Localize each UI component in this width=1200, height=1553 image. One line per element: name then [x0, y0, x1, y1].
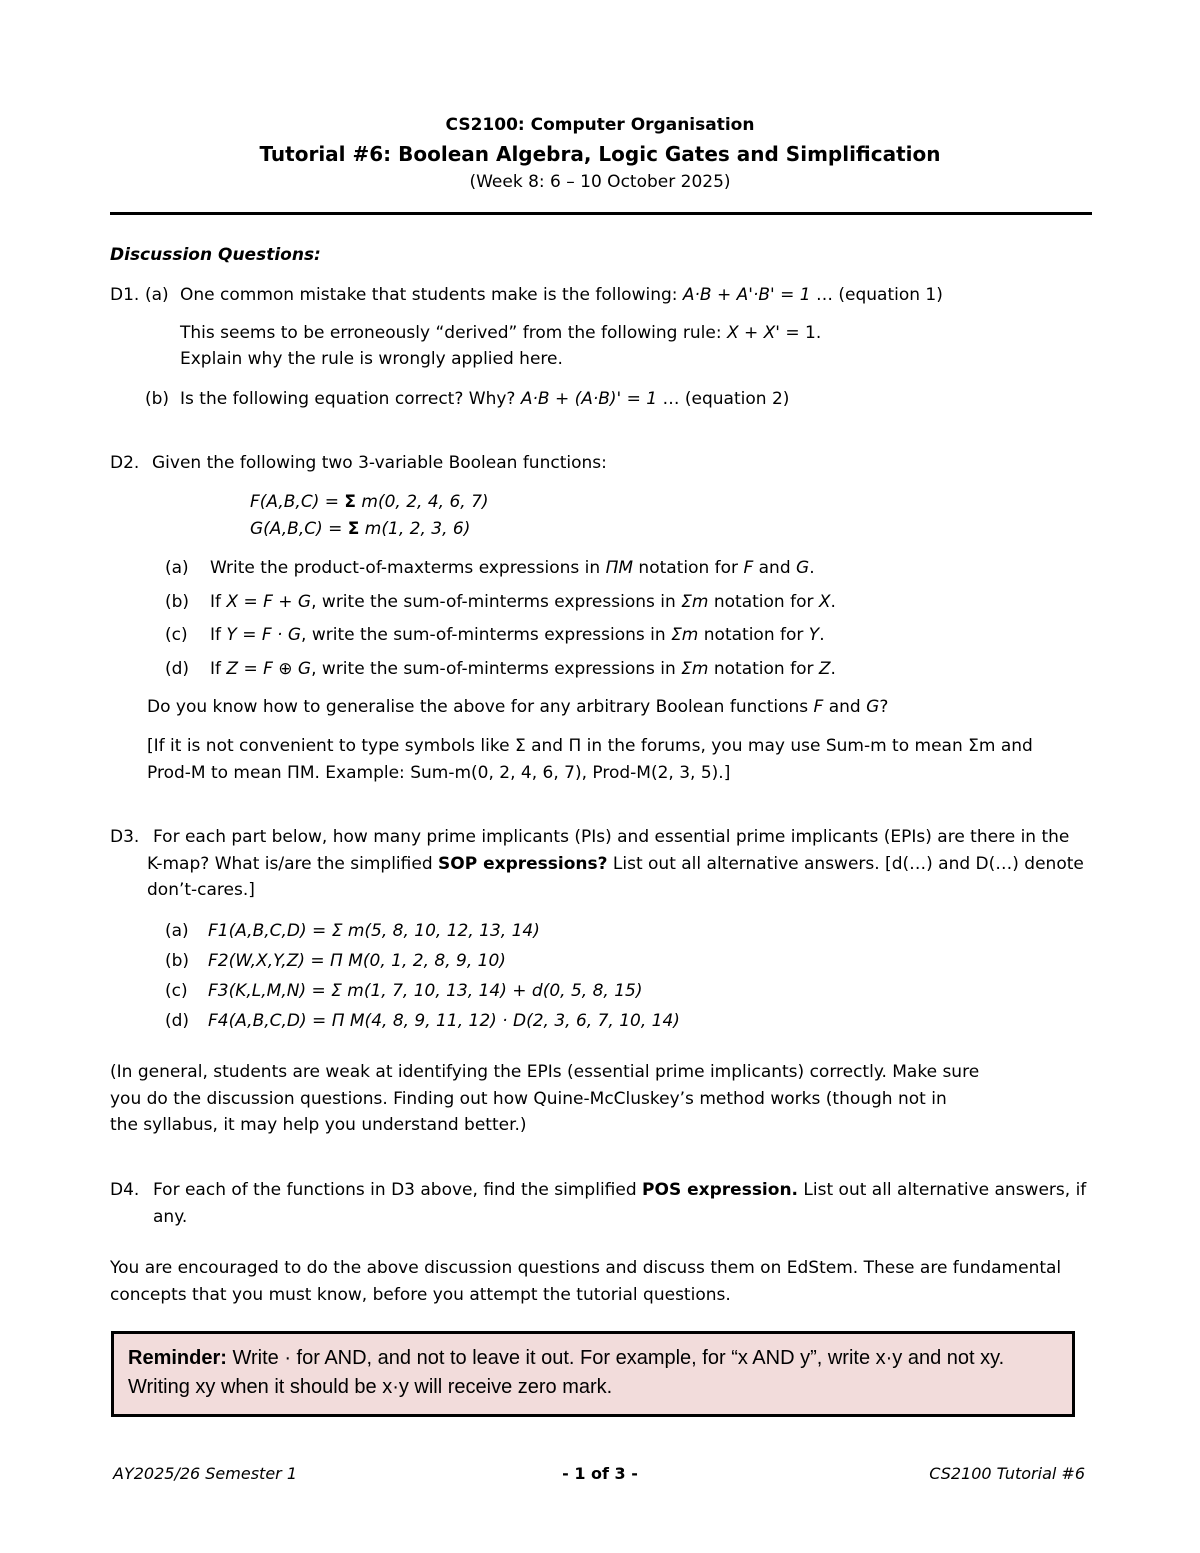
course-title: CS2100: Computer Organisation	[445, 115, 755, 135]
d2-d-text: If Z = F ⊕ G, write the sum-of-minterms expressions in Σm notation for Z.	[210, 659, 836, 679]
d3-c-expr: F3(K,L,M,N) = Σ m(1, 7, 10, 13, 14) + d(0, 5, 8, 15)	[208, 981, 643, 1001]
d2-c-label: (c)	[165, 625, 188, 645]
d1-b-label: (b)	[145, 389, 170, 409]
d3-d-label: (d)	[165, 1011, 190, 1031]
reminder-text	[128, 1344, 1063, 1402]
d1-a-text: One common mistake that students make is the following: A·B + A'·B' = 1 … (equation 1)	[180, 285, 943, 305]
d2-b-text: If X = F + G, write the sum-of-minterms expressions in Σm notation for X.	[210, 592, 836, 612]
reminder-box	[111, 1331, 1075, 1417]
d2-function-g: G(A,B,C) = Σ m(1, 2, 3, 6)	[250, 519, 471, 539]
encourage-line1: You are encouraged to do the above discussion questions and discuss them on EdStem. These are fundamental	[110, 1258, 1062, 1278]
d3-note-line3: the syllabus, it may help you understand better.)	[110, 1115, 527, 1135]
d4-line2: any.	[153, 1207, 188, 1227]
d2-note-line2: Prod-M to mean ΠM. Example: Sum-m(0, 2, 4, 6, 7), Prod-M(2, 3, 5).]	[147, 763, 731, 783]
d2-a-label: (a)	[165, 558, 189, 578]
d3-note-line2: you do the discussion questions. Finding out how Quine-McCluskey’s method works (though not in	[110, 1089, 947, 1109]
d2-b-label: (b)	[165, 592, 190, 612]
footer-semester: AY2025/26 Semester 1	[113, 1464, 297, 1483]
d3-c-label: (c)	[165, 981, 188, 1001]
d4-line1: For each of the functions in D3 above, find the simplified POS expression. List out all alternative answers, if	[153, 1180, 1087, 1200]
d2-note-line1: [If it is not convenient to type symbols like Σ and Π in the forums, you may use Sum-m to mean Σm and	[147, 736, 1033, 756]
d1-a-line3: Explain why the rule is wrongly applied here.	[180, 349, 563, 369]
d3-note-line1: (In general, students are weak at identifying the EPIs (essential prime implicants) correctly. Make sure	[110, 1062, 980, 1082]
d3-number: D3.	[110, 827, 140, 847]
d2-function-f: F(A,B,C) = Σ m(0, 2, 4, 6, 7)	[250, 492, 489, 512]
d2-a-text: Write the product-of-maxterms expressions in ΠM notation for F and G.	[210, 558, 815, 578]
d3-b-label: (b)	[165, 951, 190, 971]
d1-a-label: (a)	[145, 285, 169, 305]
d2-intro: Given the following two 3-variable Boolean functions:	[152, 453, 607, 473]
d3-line1: For each part below, how many prime implicants (PIs) and essential prime implicants (EPIs) are there in the	[153, 827, 1070, 847]
d3-line2: K-map? What is/are the simplified SOP expressions? List out all alternative answers. [d(…) and D(…) denote	[147, 854, 1084, 874]
footer-page-number: - 1 of 3 -	[562, 1464, 638, 1483]
section-heading: Discussion Questions:	[110, 245, 321, 265]
d3-a-label: (a)	[165, 921, 189, 941]
d3-b-expr: F2(W,X,Y,Z) = Π M(0, 1, 2, 8, 9, 10)	[208, 951, 506, 971]
footer-tutorial: CS2100 Tutorial #6	[929, 1464, 1085, 1483]
d3-d-expr: F4(A,B,C,D) = Π M(4, 8, 9, 11, 12) · D(2, 3, 6, 7, 10, 14)	[208, 1011, 680, 1031]
d1-a-line2: This seems to be erroneously “derived” from the following rule: X + X' = 1.	[180, 323, 822, 343]
d2-d-label: (d)	[165, 659, 190, 679]
reminder-body: Write · for AND, and not to leave it out. For example, for “x AND y”, write x·y and not xy. Writing xy when it should be x·y will receive zero mark.	[128, 1347, 1005, 1398]
d2-c-text: If Y = F · G, write the sum-of-minterms expressions in Σm notation for Y.	[210, 625, 825, 645]
encourage-line2: concepts that you must know, before you attempt the tutorial questions.	[110, 1285, 731, 1305]
d4-number: D4.	[110, 1180, 140, 1200]
d2-generalise: Do you know how to generalise the above for any arbitrary Boolean functions F and G?	[147, 697, 889, 717]
d1-b-text: Is the following equation correct? Why? A·B + (A·B)' = 1 … (equation 2)	[180, 389, 790, 409]
d3-a-expr: F1(A,B,C,D) = Σ m(5, 8, 10, 12, 13, 14)	[208, 921, 540, 941]
reminder-label: Reminder:	[128, 1347, 227, 1369]
d1-number: D1.	[110, 285, 140, 305]
tutorial-title: Tutorial #6: Boolean Algebra, Logic Gates and Simplification	[259, 142, 941, 166]
week-label: (Week 8: 6 – 10 October 2025)	[469, 172, 731, 192]
d2-number: D2.	[110, 453, 140, 473]
header-divider	[110, 212, 1092, 215]
d3-line3: don’t-cares.]	[147, 880, 255, 900]
